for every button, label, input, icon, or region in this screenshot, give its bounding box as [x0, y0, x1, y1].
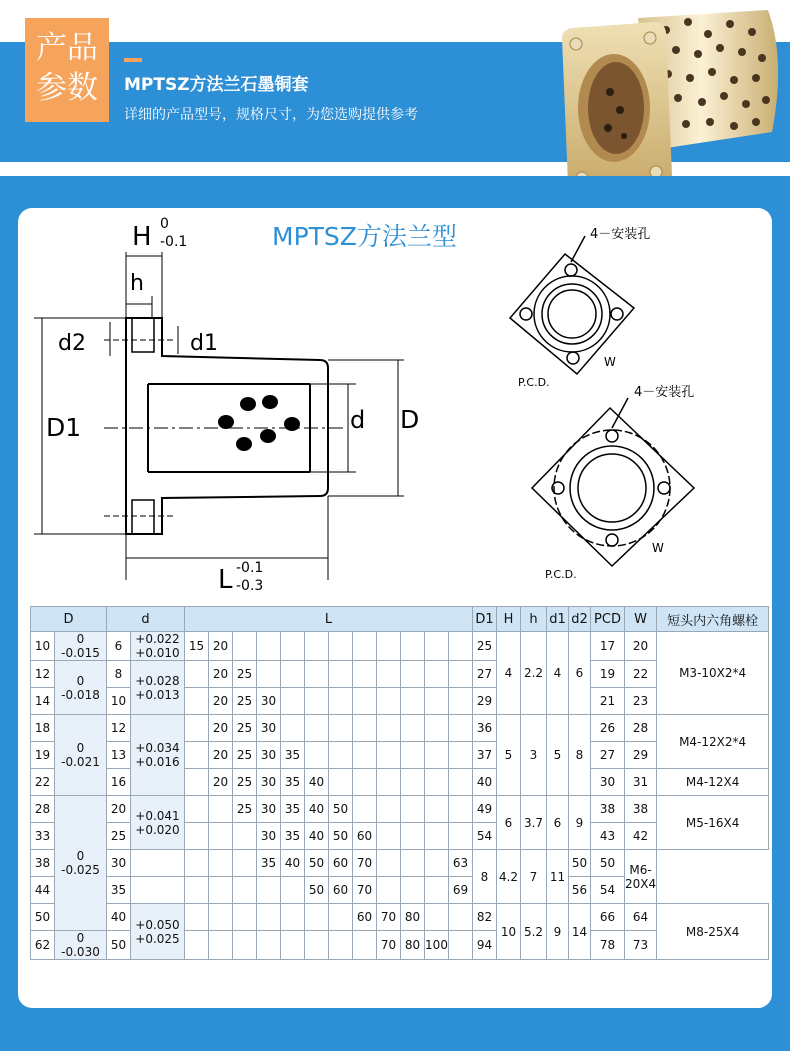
cell-L: [329, 904, 353, 931]
cell-L: [233, 823, 257, 850]
cell-PCD: 50: [569, 850, 591, 877]
cell-L: 50: [329, 823, 353, 850]
cell-D: 50: [31, 904, 55, 931]
cell-d-tolerance: +0.028 +0.013: [131, 661, 185, 715]
cell-D1: 49: [473, 796, 497, 823]
cell-L: [281, 904, 305, 931]
cell-L: [209, 877, 233, 904]
cell-L: 20: [209, 688, 233, 715]
spec-table: [30, 606, 769, 960]
cell-L: [449, 715, 473, 742]
cell-L: [401, 632, 425, 661]
cell-d-tolerance: +0.022 +0.010: [131, 632, 185, 661]
cell-L: [377, 715, 401, 742]
cell-L: 70: [353, 877, 377, 904]
cell-D: 33: [31, 823, 55, 850]
cell-L: 25: [233, 715, 257, 742]
label-L: L: [218, 565, 233, 595]
cell-d2: 11: [547, 850, 569, 904]
cell-bolt: M8-25X4: [657, 904, 769, 960]
cell-W: 29: [625, 742, 657, 769]
cell-L: [377, 850, 401, 877]
page-subtitle: 详细的产品型号，规格尺寸，为您选购提供参考: [124, 107, 418, 123]
cell-D: 18: [31, 715, 55, 742]
cell-L: [257, 632, 281, 661]
cell-h: 4.2: [497, 850, 521, 904]
cell-d: 30: [107, 850, 131, 877]
cell-PCD: 19: [591, 661, 625, 688]
cell-L: [425, 877, 449, 904]
cell-d-tolerance: +0.041 +0.020: [131, 796, 185, 850]
cell-L: [185, 796, 209, 823]
cell-L: [305, 904, 329, 931]
cell-L: [233, 931, 257, 960]
cell-D-tolerance: 0 -0.021: [55, 715, 107, 796]
cell-d: 40: [107, 904, 131, 931]
cell-D-tolerance: 0 -0.030: [55, 931, 107, 960]
cell-L: [209, 904, 233, 931]
cell-L: 70: [377, 931, 401, 960]
cell-L: [449, 823, 473, 850]
cell-L: 25: [233, 661, 257, 688]
cell-d: 13: [107, 742, 131, 769]
cell-L: [449, 796, 473, 823]
cell-L: [281, 931, 305, 960]
cell-L: [425, 769, 449, 796]
cell-L: [185, 904, 209, 931]
cell-L: [305, 688, 329, 715]
cell-W: 73: [625, 931, 657, 960]
cell-L: [185, 877, 209, 904]
cell-L: 40: [305, 769, 329, 796]
cell-h: 3.7: [521, 796, 547, 850]
cell-L: [377, 661, 401, 688]
cell-L: 50: [329, 796, 353, 823]
cell-PCD: 26: [591, 715, 625, 742]
cell-L: [377, 688, 401, 715]
cell-D: 44: [31, 877, 55, 904]
cell-L: [305, 715, 329, 742]
cell-L: [329, 742, 353, 769]
cell-L: [329, 931, 353, 960]
cell-L: [401, 661, 425, 688]
cell-L: [377, 742, 401, 769]
cell-D1: 29: [473, 688, 497, 715]
cell-L: [185, 769, 209, 796]
cell-H: 6: [497, 796, 521, 850]
header-5: h: [521, 607, 547, 632]
cell-L: [425, 742, 449, 769]
mount-holes-label-bottom: 4－安装孔: [634, 385, 695, 400]
cell-L: [401, 850, 425, 877]
cell-D: 22: [31, 769, 55, 796]
cell-d1: 4: [547, 632, 569, 715]
cell-W: 28: [625, 715, 657, 742]
cell-L: [257, 661, 281, 688]
cell-L: 25: [233, 742, 257, 769]
cell-L: 80: [401, 931, 425, 960]
cell-L: [281, 715, 305, 742]
cell-L: [401, 796, 425, 823]
cell-L: [449, 632, 473, 661]
pcd-label-bottom: P.C.D.: [545, 568, 577, 581]
cell-L: [185, 931, 209, 960]
cell-PCD: 27: [591, 742, 625, 769]
cell-L: [425, 661, 449, 688]
cell-L: [281, 632, 305, 661]
cell-L: [353, 796, 377, 823]
cell-L: [233, 850, 257, 877]
cell-L: [257, 931, 281, 960]
header-3: D1: [473, 607, 497, 632]
cell-L: 30: [257, 742, 281, 769]
cell-L: 15: [185, 632, 209, 661]
header-4: H: [497, 607, 521, 632]
cell-D: 19: [31, 742, 55, 769]
table-row: [31, 877, 769, 904]
cell-L: 80: [401, 904, 425, 931]
cell-L: [353, 931, 377, 960]
cell-L: [425, 632, 449, 661]
cell-L: [425, 688, 449, 715]
cell-L: 35: [281, 769, 305, 796]
cell-L: [185, 715, 209, 742]
header-9: W: [625, 607, 657, 632]
cell-D1: 27: [473, 661, 497, 688]
cell-L: [377, 769, 401, 796]
cell-L: [425, 796, 449, 823]
cell-L: [425, 904, 449, 931]
cell-L: 40: [305, 823, 329, 850]
cell-h: 5.2: [521, 904, 547, 960]
cell-L: [305, 742, 329, 769]
cell-L: [425, 823, 449, 850]
cell-H: 8: [473, 850, 497, 904]
cell-d: 20: [107, 796, 131, 823]
cell-L: [449, 661, 473, 688]
cell-L: [377, 823, 401, 850]
cell-W: 22: [625, 661, 657, 688]
cell-L: [449, 769, 473, 796]
cell-W: 42: [625, 823, 657, 850]
cell-D: 14: [31, 688, 55, 715]
w-label-top: W: [604, 355, 616, 369]
drawing-title: MPTSZ方法兰型: [272, 222, 457, 251]
cell-L: [353, 661, 377, 688]
cell-L: [401, 688, 425, 715]
cell-L: [329, 661, 353, 688]
cell-L: 25: [233, 688, 257, 715]
cell-d2: 8: [569, 715, 591, 796]
cell-D-tolerance: 0 -0.015: [55, 632, 107, 661]
cell-L: [329, 769, 353, 796]
product-photo: [558, 0, 790, 200]
cell-bolt: M3-10X2*4: [657, 632, 769, 715]
cell-L: 70: [353, 850, 377, 877]
cell-D-tolerance: 0 -0.025: [55, 796, 107, 931]
header-L: L: [185, 607, 473, 632]
cell-L: 20: [209, 715, 233, 742]
label-d: d: [350, 406, 366, 434]
cell-d: 10: [107, 688, 131, 715]
label-d2: d2: [58, 331, 86, 356]
cell-H: 4: [497, 632, 521, 715]
cell-L: 40: [281, 850, 305, 877]
badge-line2: 参数: [36, 70, 98, 106]
cell-L: [449, 931, 473, 960]
table-row: [31, 632, 769, 661]
cell-L: 20: [209, 769, 233, 796]
cell-H: 5: [497, 715, 521, 796]
cell-D1: 36: [473, 715, 497, 742]
cell-L: [185, 742, 209, 769]
cell-d1: 6: [547, 796, 569, 850]
cell-L: [233, 877, 257, 904]
cell-L: [305, 661, 329, 688]
cell-bolt: M4-12X2*4: [657, 715, 769, 769]
cell-L: [401, 823, 425, 850]
cell-L: [329, 688, 353, 715]
cell-D-tolerance: 0 -0.018: [55, 661, 107, 715]
cell-D1: 82: [473, 904, 497, 931]
cell-L: 35: [281, 796, 305, 823]
cell-L: 25: [233, 796, 257, 823]
header-10: 短头内六角螺栓: [657, 607, 769, 632]
cell-L: [353, 742, 377, 769]
cell-d-tolerance: +0.034 +0.016: [131, 715, 185, 796]
pcd-label-top: P.C.D.: [518, 376, 550, 389]
cell-d: 8: [107, 661, 131, 688]
cell-D: 62: [31, 931, 55, 960]
cell-L: 35: [281, 823, 305, 850]
cell-L: [353, 632, 377, 661]
cell-L: 60: [329, 877, 353, 904]
cell-L: [185, 661, 209, 688]
cell-L: 30: [257, 715, 281, 742]
page-title: MPTSZ方法兰石墨铜套: [124, 75, 309, 95]
cell-W: 23: [625, 688, 657, 715]
cell-D: 28: [31, 796, 55, 823]
header-7: d2: [569, 607, 591, 632]
cell-L: [131, 850, 185, 877]
label-L-upper: -0.1: [236, 560, 264, 576]
cell-L: 50: [305, 877, 329, 904]
cell-L: [185, 823, 209, 850]
cell-L: [449, 742, 473, 769]
cell-h: 3: [521, 715, 547, 796]
cell-h: 2.2: [521, 632, 547, 715]
cell-L: [281, 877, 305, 904]
cell-L: [377, 632, 401, 661]
cell-PCD: 66: [591, 904, 625, 931]
cell-d1: 9: [547, 904, 569, 960]
cell-L: [401, 769, 425, 796]
cell-L: [425, 850, 449, 877]
cell-PCD: 78: [591, 931, 625, 960]
cell-L: 30: [257, 796, 281, 823]
w-label-bottom: W: [652, 541, 664, 555]
label-H-upper: 0: [160, 216, 169, 232]
cell-W: 54: [591, 877, 625, 904]
cell-L: [281, 688, 305, 715]
cell-L: [329, 632, 353, 661]
table-row: [31, 850, 769, 877]
cell-L: [305, 632, 329, 661]
cell-D1: 63: [449, 850, 473, 877]
cell-PCD: 56: [569, 877, 591, 904]
cell-d1: 5: [547, 715, 569, 796]
cell-L: 25: [233, 769, 257, 796]
cell-L: [185, 850, 209, 877]
cell-d: 12: [107, 715, 131, 742]
cell-d2: 6: [569, 632, 591, 715]
cell-L: 30: [257, 688, 281, 715]
cell-L: [209, 823, 233, 850]
label-d1: d1: [190, 331, 218, 356]
cell-d: 50: [107, 931, 131, 960]
cell-L: [353, 688, 377, 715]
table-row: [31, 715, 769, 742]
section-badge: [25, 18, 109, 122]
cell-L: [209, 931, 233, 960]
cell-L: 35: [257, 850, 281, 877]
label-L-lower: -0.3: [236, 578, 264, 594]
cell-L: [233, 904, 257, 931]
cell-L: [401, 742, 425, 769]
cell-L: 60: [353, 904, 377, 931]
label-D1: D1: [46, 413, 82, 442]
header-8: PCD: [591, 607, 625, 632]
table-header-row: [31, 607, 769, 632]
cell-D1: 37: [473, 742, 497, 769]
cell-L: [377, 877, 401, 904]
cell-W: 31: [625, 769, 657, 796]
cell-D: 38: [31, 850, 55, 877]
cell-PCD: 21: [591, 688, 625, 715]
cell-L: [185, 688, 209, 715]
cell-L: [131, 877, 185, 904]
cell-L: [353, 769, 377, 796]
cell-d2: 9: [569, 796, 591, 850]
cell-d-tolerance: +0.050 +0.025: [131, 904, 185, 960]
cell-L: 20: [209, 661, 233, 688]
cell-L: 60: [329, 850, 353, 877]
cell-W: 20: [625, 632, 657, 661]
cell-L: 30: [257, 769, 281, 796]
cell-L: 100: [425, 931, 449, 960]
cell-L: [377, 796, 401, 823]
cell-L: [305, 931, 329, 960]
label-H-lower: -0.1: [160, 234, 188, 250]
label-D: D: [400, 405, 420, 434]
badge-line1: 产品: [36, 30, 98, 66]
cell-L: [401, 877, 425, 904]
cell-D: 10: [31, 632, 55, 661]
cell-d1: 7: [521, 850, 547, 904]
cell-L: [209, 796, 233, 823]
cell-L: [281, 661, 305, 688]
cell-bolt: M6-20X4: [625, 850, 657, 904]
cell-D1: 94: [473, 931, 497, 960]
cell-W: 64: [625, 904, 657, 931]
cell-L: [449, 688, 473, 715]
cell-D1: 40: [473, 769, 497, 796]
table-row: [31, 904, 769, 931]
front-view-bottom: [532, 398, 694, 566]
technical-drawing: [0, 200, 790, 600]
cell-L: [353, 715, 377, 742]
cell-d: 35: [107, 877, 131, 904]
header-6: d1: [547, 607, 569, 632]
cell-L: 70: [377, 904, 401, 931]
cell-d: 16: [107, 769, 131, 796]
cell-L: [257, 904, 281, 931]
cell-d2: 14: [569, 904, 591, 960]
cell-W: 50: [591, 850, 625, 877]
cell-PCD: 43: [591, 823, 625, 850]
cell-L: 40: [305, 796, 329, 823]
cell-D: 12: [31, 661, 55, 688]
header-D: D: [31, 607, 107, 632]
cell-H: 10: [497, 904, 521, 960]
cell-L: 20: [209, 632, 233, 661]
label-H: H: [132, 222, 152, 252]
cell-L: [401, 715, 425, 742]
cell-W: 38: [625, 796, 657, 823]
cell-d: 25: [107, 823, 131, 850]
cell-D1: 25: [473, 632, 497, 661]
cell-L: 35: [281, 742, 305, 769]
cell-L: [233, 632, 257, 661]
mount-holes-label-top: 4－安装孔: [590, 227, 651, 242]
cell-D1: 69: [449, 877, 473, 904]
table-row: [31, 796, 769, 823]
cell-PCD: 17: [591, 632, 625, 661]
cell-L: 60: [353, 823, 377, 850]
cell-L: [257, 877, 281, 904]
cell-L: 20: [209, 742, 233, 769]
front-view-top: [510, 236, 634, 374]
cell-bolt: M5-16X4: [657, 796, 769, 850]
cell-d: 6: [107, 632, 131, 661]
cell-PCD: 38: [591, 796, 625, 823]
cell-L: [329, 715, 353, 742]
cell-D1: 54: [473, 823, 497, 850]
cell-L: [425, 715, 449, 742]
cell-L: 30: [257, 823, 281, 850]
cell-L: [449, 904, 473, 931]
cell-L: [209, 850, 233, 877]
cell-bolt: M4-12X4: [657, 769, 769, 796]
accent-dash: [124, 58, 142, 62]
cell-L: 50: [305, 850, 329, 877]
header-d: d: [107, 607, 185, 632]
label-h: h: [130, 271, 144, 296]
cell-PCD: 30: [591, 769, 625, 796]
